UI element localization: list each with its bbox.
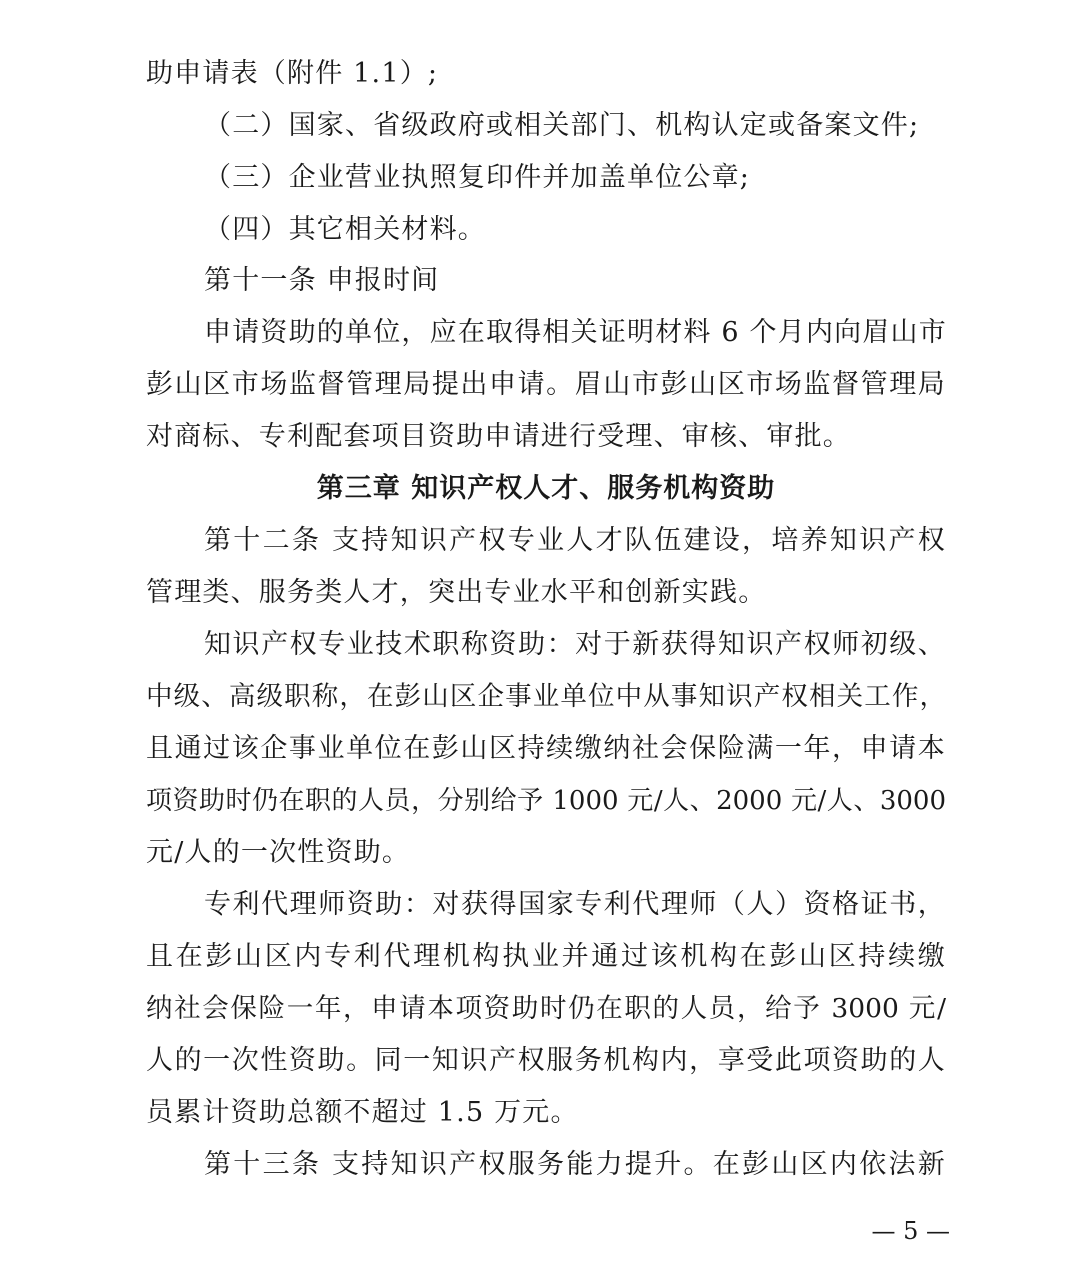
paragraph-line: 专利代理师资助：对获得国家专利代理师（人）资格证书， <box>204 889 946 920</box>
paragraph-line: 对商标、专利配套项目资助申请进行受理、审核、审批。 <box>146 421 851 452</box>
article-heading: 第十一条 申报时间 <box>204 265 440 296</box>
paragraph-line: 元/人的一次性资助。 <box>146 837 411 868</box>
paragraph-line: 且通过该企事业单位在彭山区持续缴纳社会保险满一年，申请本 <box>146 733 946 764</box>
page-number: — 5 — <box>871 1217 950 1245</box>
paragraph-line: 知识产权专业技术职称资助：对于新获得知识产权师初级、 <box>204 629 946 660</box>
paragraph-line: 第十二条 支持知识产权专业人才队伍建设，培养知识产权 <box>204 525 946 556</box>
paragraph-line: 且在彭山区内专利代理机构执业并通过该机构在彭山区持续缴 <box>146 941 946 972</box>
chapter-heading: 第三章 知识产权人才、服务机构资助 <box>316 473 776 504</box>
paragraph-line: 项资助时仍在职的人员，分别给予 1000 元/人、2000 元/人、3000 <box>146 786 946 816</box>
paragraph-line: 纳社会保险一年，申请本项资助时仍在职的人员，给予 3000 元/ <box>146 993 946 1024</box>
paragraph-line: 员累计资助总额不超过 1.5 万元。 <box>146 1097 579 1128</box>
list-item: （三）企业营业执照复印件并加盖单位公章; <box>204 162 751 193</box>
paragraph-line: 申请资助的单位，应在取得相关证明材料 6 个月内向眉山市 <box>204 317 947 348</box>
paragraph-line: 中级、高级职称，在彭山区企事业单位中从事知识产权相关工作， <box>146 681 946 712</box>
paragraph-line: 管理类、服务类人才，突出专业水平和创新实践。 <box>146 577 767 608</box>
paragraph-line: 第十三条 支持知识产权服务能力提升。在彭山区内依法新 <box>204 1149 946 1180</box>
paragraph-line: 彭山区市场监督管理局提出申请。眉山市彭山区市场监督管理局 <box>146 369 946 400</box>
paragraph-line: 人的一次性资助。同一知识产权服务机构内，享受此项资助的人 <box>146 1045 946 1076</box>
list-item: （二）国家、省级政府或相关部门、机构认定或备案文件; <box>204 110 920 141</box>
list-item: （四）其它相关材料。 <box>204 214 486 245</box>
paragraph-line: 助申请表（附件 1.1）; <box>146 58 439 89</box>
